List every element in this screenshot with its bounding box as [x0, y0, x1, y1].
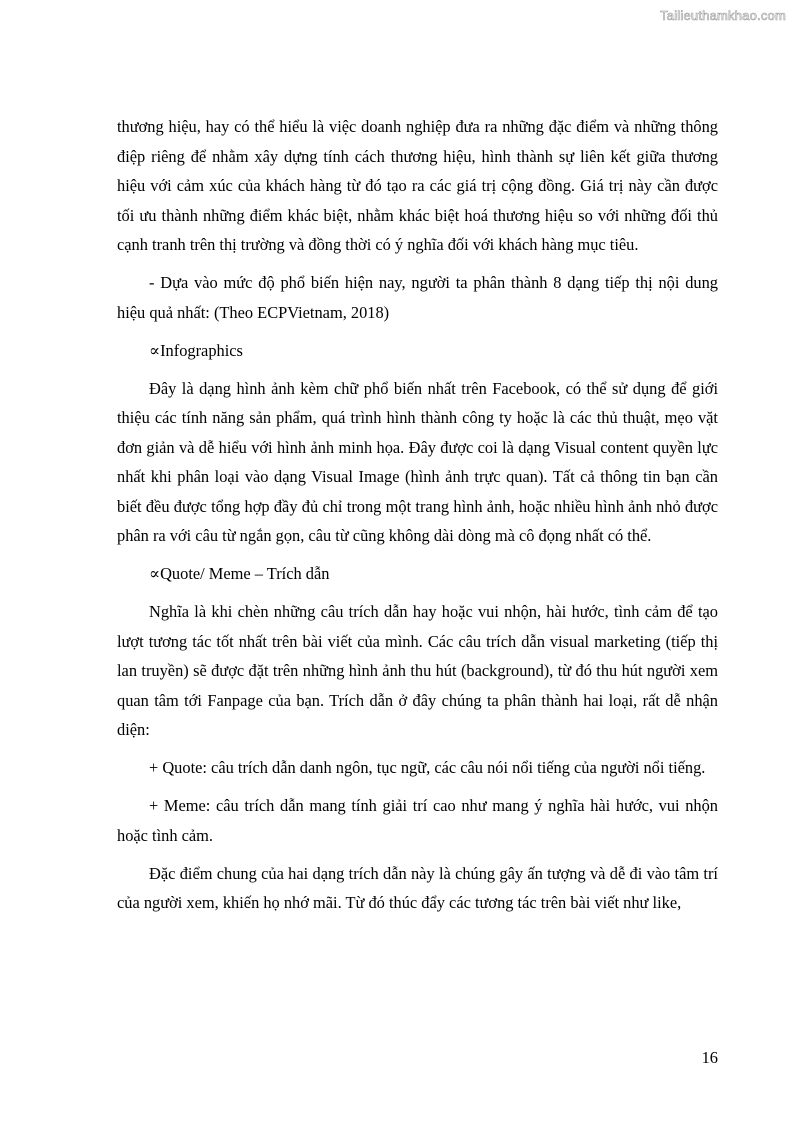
paragraph-quote-meme: Nghĩa là khi chèn những câu trích dẫn hay hoặc vui nhộn, hài hước, tình cảm để tạo lượt tương tác tốt nhất trên bài viết của mình. Các câu trích dẫn visual marketing (tiếp thị lan truyền) sẽ được đặt trên những hình ảnh thu hút (background), từ đó thu hút người xem quan tâm tới Fanpage của bạn. Trích dẫn ở đây chúng ta phân thành hai loại, rất dễ nhận diện: — [117, 602, 718, 739]
list-item-meme: + Meme: câu trích dẫn mang tính giải trí cao như mang ý nghĩa hài hước, vui nhộn hoặc tình cảm. — [117, 796, 718, 845]
heading-infographics: ∝Infographics — [149, 340, 243, 360]
document-body — [117, 112, 718, 926]
watermark-text: Tailieuthamkhao.com — [660, 8, 786, 23]
page-number: 16 — [701, 1048, 718, 1067]
heading-quote-meme: ∝Quote/ Meme – Trích dẫn — [149, 564, 330, 583]
paragraph-content-types-intro: - Dựa vào mức độ phổ biến hiện nay, người ta phân thành 8 dạng tiếp thị nội dung hiệu quả nhất: (Theo ECPVietnam, 2018) — [117, 273, 718, 322]
list-item-quote: + Quote: câu trích dẫn danh ngôn, tục ngữ, các câu nói nổi tiếng của người nổi tiếng. — [149, 758, 706, 777]
paragraph-brand-definition: thương hiệu, hay có thể hiểu là việc doanh nghiệp đưa ra những đặc điểm và những thông điệp riêng để nhằm xây dựng tính cách thương hiệu, hình thành sự liên kết giữa thương hiệu với cảm xúc của khách hàng từ đó tạo ra các giá trị cộng đồng. Giá trị này cần được tối ưu thành những điểm khác biệt, nhằm khác biệt hoá thương hiệu so với những đối thủ cạnh tranh trên thị trường và đồng thời có ý nghĩa đối với khách hàng mục tiêu. — [117, 117, 718, 254]
paragraph-common-traits: Đặc điểm chung của hai dạng trích dẫn này là chúng gây ấn tượng và dễ đi vào tâm trí của người xem, khiến họ nhớ mãi. Từ đó thúc đẩy các tương tác trên bài viết như like, — [117, 863, 718, 912]
paragraph-infographics: Đây là dạng hình ảnh kèm chữ phổ biến nhất trên Facebook, có thể sử dụng để giới thiệu các tính năng sản phẩm, quá trình hình thành công ty hoặc là các thủ thuật, mẹo vặt đơn giản và dễ hiểu với hình ảnh minh họa. Đây được coi là dạng Visual content quyền lực nhất khi phân loại vào dạng Visual Image (hình ảnh trực quan). Tất cả thông tin bạn cần biết đều được tổng hợp đầy đủ chỉ trong một trang hình ảnh, hoặc nhiều hình ảnh nhỏ được phân ra với câu từ ngắn gọn, câu từ cũng không dài dòng mà cô đọng nhất có thể. — [117, 378, 718, 545]
